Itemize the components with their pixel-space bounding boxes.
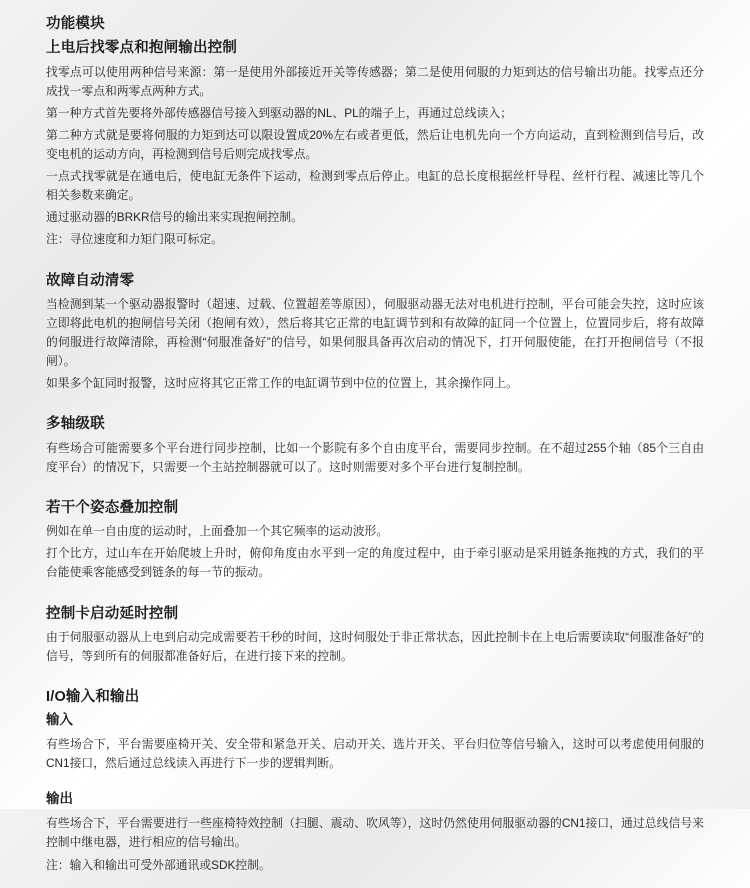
paragraph: 打个比方，过山车在开始爬坡上升时，俯仰角度由水平到一定的角度过程中，由于牵引驱动是采用链条拖拽的方式，我们的平台能使乘客能感受到链条的每一节的振动。 bbox=[46, 546, 704, 580]
paragraph: 第二种方式就是要将伺服的力矩到达可以限设置成20%左右或者更低，然后让电机先向一个方向运动，直到检测到信号后，改变电机的运动方向，再检测到信号后则完成找零点。 bbox=[46, 127, 704, 162]
paragraph: 有些场合下，平台需要进行一些座椅特效控制（扫腿、震动、吹风等），这时仍然使用伺服驱动器的CN1接口，通过总线信号来控制中继电器，进行相应的信号输出。 bbox=[46, 816, 704, 850]
section-heading: 多轴级联 bbox=[46, 416, 105, 433]
paragraph: 找零点可以使用两种信号来源：第一是使用外部接近开关等传感器；第二是使用伺服的力矩到达的信号输出功能。找零点还分成找一零点和两零点两种方式。 bbox=[46, 64, 704, 98]
subsection-heading-input: 输入 bbox=[46, 712, 73, 728]
spacer bbox=[46, 396, 704, 414]
section-posture-superposition bbox=[46, 498, 704, 583]
spacer bbox=[46, 669, 704, 687]
section-fault-auto-reset bbox=[46, 271, 704, 394]
paragraph-note: 注：寻位速度和力矩门限可标定。 bbox=[46, 232, 223, 247]
section-heading: 故障自动清零 bbox=[46, 272, 135, 289]
section-io bbox=[46, 687, 704, 875]
spacer bbox=[46, 586, 704, 604]
section-control-card-delay bbox=[46, 604, 704, 667]
paragraph: 有些场合可能需要多个平台进行同步控制，比如一个影院有多个自由度平台，需要同步控制。在不超过255个轴（85个三自由度平台）的情况下，只需要一个主站控制器就可以了。这时则需要对多个平台进行复制控制。 bbox=[46, 440, 704, 474]
paragraph: 由于伺服驱动器从上电到启动完成需要若干秒的时间，这时伺服处于非正常状态，因此控制卡在上电后需要读取“伺服准备好”的信号，等到所有的伺服都准备好后，在进行接下来的控制。 bbox=[46, 629, 704, 663]
section-heading: 控制卡启动延时控制 bbox=[46, 605, 179, 622]
paragraph: 第一种方式首先要将外部传感器信号接入到驱动器的NL、PL的端子上，再通过总线读入； bbox=[46, 105, 512, 120]
paragraph: 如果多个缸同时报警，这时应将其它正常工作的电缸调节到中位的位置上，其余操作同上。 bbox=[46, 376, 518, 391]
section-heading: I/O输入和输出 bbox=[46, 689, 140, 706]
paragraph: 有些场合下，平台需要座椅开关、安全带和紧急开关、启动开关、选片开关、平台归位等信号输入，这时可以考虑使用伺服的CN1接口，然后通过总线读入再进行下一步的逻辑判断。 bbox=[46, 737, 704, 771]
paragraph: 通过驱动器的BRKR信号的输出来实现抱闸控制。 bbox=[46, 210, 303, 225]
spacer bbox=[46, 480, 704, 498]
subsection-heading-output: 输出 bbox=[46, 791, 73, 807]
page-title: 功能模块 bbox=[46, 16, 105, 32]
section-power-on-zero bbox=[46, 38, 704, 249]
section-multi-axis-cascade bbox=[46, 414, 704, 477]
spacer bbox=[46, 253, 704, 271]
paragraph-note: 注：输入和输出可受外部通讯或SDK控制。 bbox=[46, 857, 271, 872]
paragraph: 一点式找零就是在通电后，使电缸无条件下运动，检测到零点后停止。电缸的总长度根据丝杆导程、丝杆行程、减速比等几个相关参数来确定。 bbox=[46, 169, 704, 203]
spacer bbox=[46, 776, 704, 790]
paragraph: 当检测到某一个驱动器报警时（超速、过载、位置超差等原因），伺服驱动器无法对电机进行控制，平台可能会失控，这时应该立即将此电机的抱闸信号关闭（抱闸有效），然后将其它正常的电缸调节到和有故障的缸同一个位置上，位置同步后，将有故障的伺服进行故障清除，再检测“伺服准备好”的信号，如果伺服具备再次启动的情况下，打开伺服使能，在打开抱闸信号（不报闸）。 bbox=[46, 296, 704, 369]
paragraph: 例如在单一自由度的运动时，上面叠加一个其它频率的运动波形。 bbox=[46, 524, 389, 539]
section-heading: 若干个姿态叠加控制 bbox=[46, 499, 179, 516]
section-heading: 上电后找零点和抱闸输出控制 bbox=[46, 40, 238, 57]
